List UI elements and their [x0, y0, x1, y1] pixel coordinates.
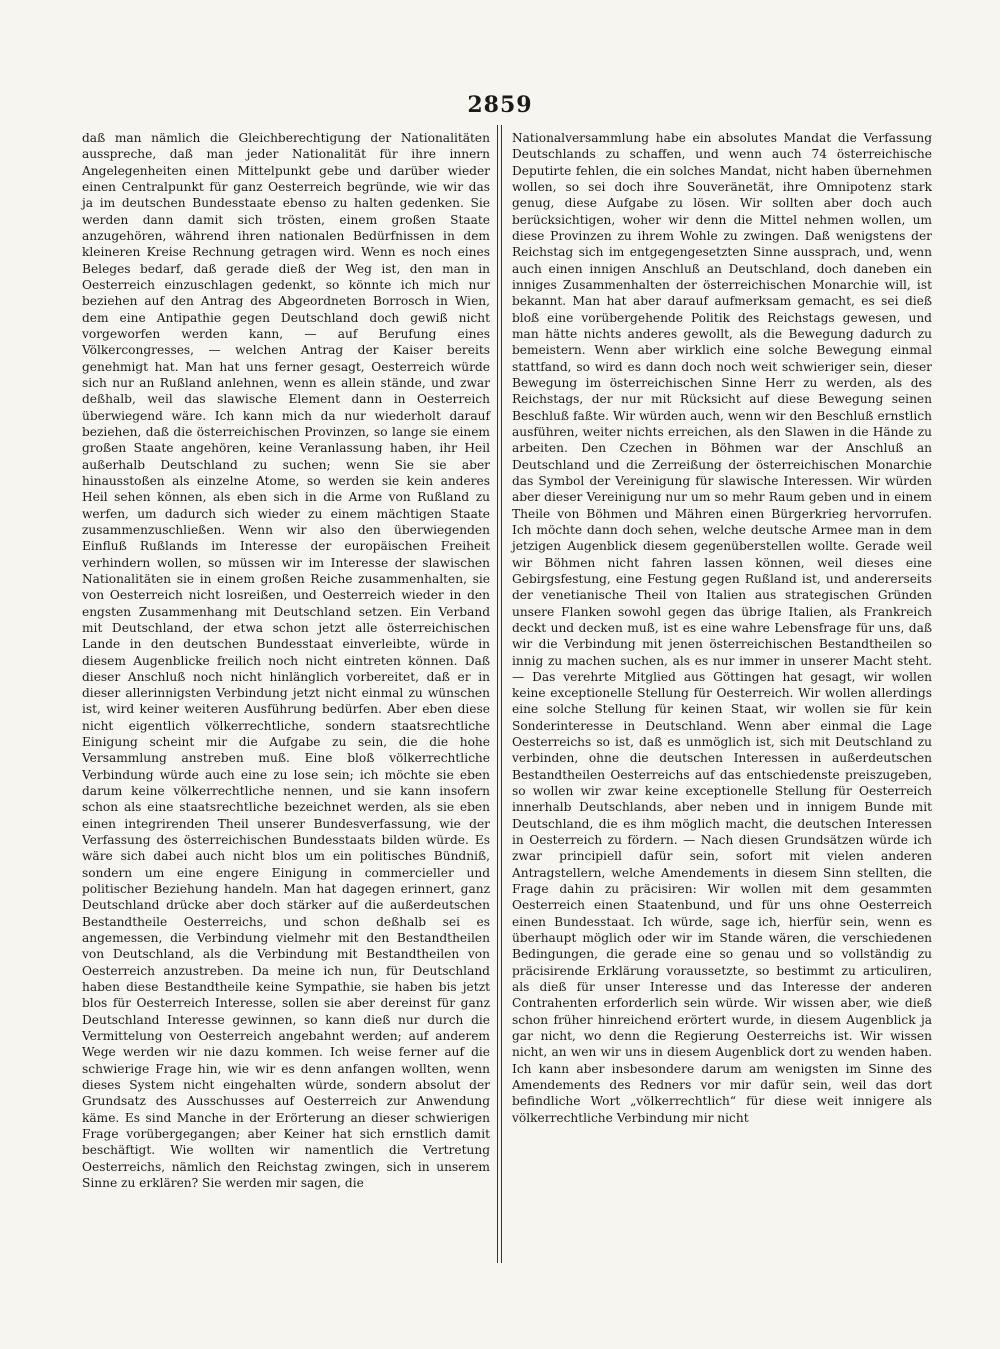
page-number: 2859 — [467, 92, 533, 118]
left-column-text: daß man nämlich die Gleichberechtigung der Nationalitäten ausspreche, daß man jeder Nationalität für ihre innern Angelegenheiten einen Mittelpunkt gebe und darüber wieder einen Centralpunkt für ganz Oesterreich begründe, wie wir das ja im deutschen Bundesstaate ebenso zu halten gedenken. Sie werden dann damit sich trösten, einem großen Staate anzugehören, während ihren nationalen Bedürfnissen in dem kleineren Kreise Rechnung getragen wird. Wenn es noch eines Beleges bedarf, daß gerade dieß der Weg ist, den man in Oesterreich einzuschlagen gedenkt, so könnte ich mich nur beziehen auf den Antrag des Abgeordneten Borrosch in Wien, dem eine Antipathie gegen Deutschland doch gewiß nicht vorgeworfen werden kann, — auf Berufung eines Völkercongresses, — welchen Antrag der Kaiser bereits genehmigt hat. Man hat uns ferner gesagt, Oesterreich würde sich nur an Rußland anlehnen, wenn es allein stände, und zwar deßhalb, weil das slawische Element dann in Oesterreich überwiegend wäre. Ich kann mich da nur wiederholt darauf beziehen, daß die österreichischen Provinzen, so lange sie einem großen Staate angehören, keine Veranlassung haben, ihr Heil außerhalb Deutschland zu suchen; wenn Sie sie aber hinausstoßen als einzelne Atome, so werden sie kein anderes Heil sehen können, als eben sich in die Arme von Rußland zu werfen, um dadurch sich wieder zu einem mächtigen Staate zusammenzuschließen. Wenn wir also den überwiegenden Einfluß Rußlands im Interesse der europäischen Freiheit verhindern wollen, so müssen wir im Interesse der slawischen Nationalitäten sie in einem großen Reiche zusammenhalten, sie von Oesterreich nicht losreißen, und Oesterreich wieder in den engsten Zusammenhang mit Deutschland setzen. Ein Verband mit Deutschland, der etwa schon jetzt alle österreichischen Lande in den deutschen Bundesstaat einverleibte, würde in diesem Augenblicke freilich noch nicht eintreten können. Daß dieser Anschluß noch nicht hinlänglich vorbereitet, daß er in dieser allerinnigsten Verbindung jetzt nicht einmal zu wünschen ist, wird keiner weiteren Ausführung bedürfen. Aber eben diese nicht eigentlich völkerrechtliche, sondern staatsrechtliche Einigung scheint mir die Aufgabe zu sein, die die hohe Versammlung anstreben muß. Eine bloß völkerrechtliche Verbindung würde auch eine zu lose sein; ich möchte sie eben darum keine völkerrechtliche nennen, und sie kann insofern schon als eine staatsrechtliche bezeichnet werden, als sie eben einen integrirenden Theil unserer Bundesverfassung, wie der Verfassung des österreichischen Bundesstaats bilden würde. Es wäre sich dabei auch nicht blos um ein politisches Bündniß, sondern um eine engere Einigung in commercieller und politischer Beziehung handeln. Man hat dagegen erinnert, ganz Deutschland drücke aber doch stärker auf die außerdeutschen Bestandtheile Oesterreichs, und schon deßhalb sei es angemessen, die Verbindung vielmehr mit den Bestandtheilen von Deutschland, als die Verbindung mit Bestandtheilen von Oesterreich anzustreben. Da meine ich nun, für Deutschland haben diese Bestandtheile keine Sympathie, sie haben bis jetzt blos für Oesterreich Interesse, sollen sie aber dereinst für ganz Deutschland Interesse gewinnen, so kann dieß nur durch die Vermittelung von Oesterreich angebahnt werden; auf anderem Wege werden wir nie dazu kommen. Ich weise ferner auf die schwierige Frage hin, wie wir es denn anfangen wollten, wenn dieses System nicht eingehalten würde, sondern absolut der Grundsatz des Ausschusses auf Oesterreich zur Anwendung käme. Es sind Manche in der Erörterung an dieser schwierigen Frage vorübergegangen; aber Keiner hat sich ernstlich damit beschäftigt. Wie wollten wir namentlich die Vertretung Oesterreichs, nämlich den Reichstag zwingen, sich in unserem Sinne zu erklären? Sie werden mir sagen, die — [82, 131, 490, 1190]
right-column — [512, 130, 932, 1126]
column-divider — [497, 125, 502, 1263]
left-column — [82, 130, 490, 1191]
right-column-text: Nationalversammlung habe ein absolutes Mandat die Verfassung Deutschlands zu schaffen, und wenn auch 74 österreichische Deputirte fehlen, die ein solches Mandat, nicht haben übernehmen wollen, so sei doch ihre Souveränetät, ihre Omnipotenz stark genug, diese Aufgabe zu lösen. Wir sollten aber doch auch berücksichtigen, woher wir denn die Mittel nehmen wollen, um diese Provinzen zu ihrem Wohle zu zwingen. Daß wenigstens der Reichstag sich im entgegengesetzten Sinne aussprach, und, wenn auch einen innigen Anschluß an Deutschland, doch daneben ein inniges Zusammenhalten der österreichischen Monarchie will, ist bekannt. Man hat aber darauf aufmerksam gemacht, es sei dieß bloß eine vorübergehende Politik des Reichstags gewesen, und man hätte nichts anderes gewollt, als die Bewegung dadurch zu bemeistern. Wenn aber wirklich eine solche Bewegung einmal stattfand, so wird es dann doch noch weit schwieriger sein, dieser Bewegung im österreichischen Sinne Herr zu werden, als des Reichstags, der nur mit Rücksicht auf diese Bewegung seinen Beschluß faßte. Wir würden auch, wenn wir den Beschluß ernstlich ausführen, weiter nichts erreichen, als den Slawen in die Hände zu arbeiten. Den Czechen in Böhmen war der Anschluß an Deutschland und die Zerreißung der österreichischen Monarchie das Symbol der Vereinigung für slawische Interessen. Wir würden aber dieser Vereinigung nur um so mehr Raum geben und in einem Theile von Böhmen und Mähren einen Bürgerkrieg hervorrufen. Ich möchte dann doch sehen, welche deutsche Armee man in dem jetzigen Augenblick diesem gegenüberstellen wollte. Gerade weil wir Böhmen nicht fahren lassen können, weil dieses eine Gebirgsfestung, eine Festung gegen Rußland ist, und andererseits der venetianische Theil von Italien aus strategischen Gründen unsere Flanken sowohl gegen das übrige Italien, als Frankreich deckt und decken muß, ist es eine wahre Lebensfrage für uns, daß wir die Verbindung mit jenen österreichischen Bestandtheilen so innig zu machen suchen, als es nur immer in unserer Macht steht. — Das verehrte Mitglied aus Göttingen hat gesagt, wir wollen keine exceptionelle Stellung für Oesterreich. Wir wollen allerdings eine solche Stellung für keinen Staat, wir wollen sie für kein Sonderinteresse in Deutschland. Wenn aber einmal die Lage Oesterreichs so ist, daß es unmöglich ist, sich mit Deutschland zu verbinden, ohne die deutschen Interessen in außerdeutschen Bestandtheilen Oesterreichs auf das entschiedenste preiszugeben, so wollen wir zwar keine exceptionelle Stellung für Oesterreich innerhalb Deutschlands, aber neben und in innigem Bunde mit Deutschland, die es ihm möglich macht, die deutschen Interessen in Oesterreich zu fördern. — Nach diesen Grundsätzen würde ich zwar principiell dafür sein, sofort mit vielen anderen Antragstellern, welche Amendements in diesem Sinn stellten, die Frage dahin zu präcisiren: Wir wollen mit dem gesammten Oesterreich einen Staatenbund, und für uns ohne Oesterreich einen Bundesstaat. Ich würde, sage ich, hierfür sein, wenn es überhaupt möglich oder wir im Stande wären, die verschiedenen Bedingungen, die gerade eine so genau und so vollständig zu präcisirende Erklärung voraussetzte, so bestimmt zu articuliren, als dieß für unser Interesse und das Interesse der anderen Contrahenten erforderlich sein würde. Wir wissen aber, wie dieß schon früher hinreichend erörtert wurde, in diesem Augenblick ja gar nicht, wo denn die Regierung Oesterreichs ist. Wir wissen nicht, an wen wir uns in diesem Augenblick dort zu wenden haben. Ich kann aber insbesondere darum am wenigsten im Sinne des Amendements des Redners vor mir dafür sein, weil das dort befindliche Wort „völkerrechtlich“ für diese weit innigere als völkerrechtliche Verbindung mir nicht — [512, 131, 932, 1125]
